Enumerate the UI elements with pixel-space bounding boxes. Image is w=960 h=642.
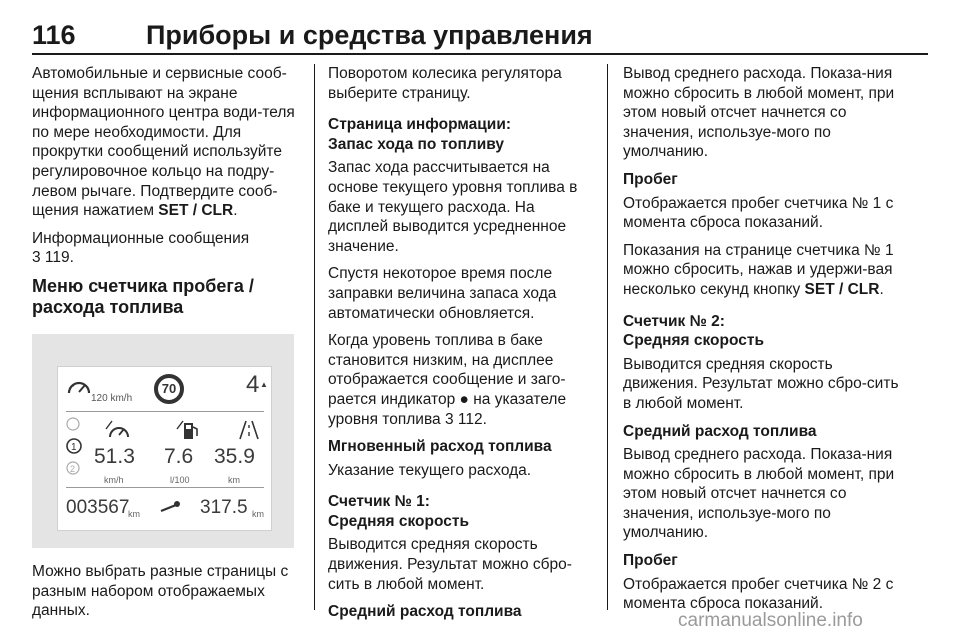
watermark: carmanualsonline.info: [678, 610, 863, 631]
subheading: Страница информации:: [328, 116, 512, 134]
avg-consumption-value: 7.6: [164, 444, 194, 468]
page-reference[interactable]: 3 119.: [32, 249, 74, 267]
column-divider-1: [314, 64, 315, 610]
page-number: 116: [32, 20, 76, 50]
paragraph: Когда уровень топлива в баке становится низким, на дисплее отображается сообщение и заго-рается индикатор ● на указателе уровня топлива 3 112.: [328, 332, 567, 428]
subheading: Счетчик № 1:: [328, 493, 430, 511]
speed-limiter-value: 120 km/h: [91, 392, 133, 404]
paragraph: Информационные сообщения 3 119.: [32, 229, 250, 267]
trip-unit: km: [252, 508, 264, 519]
range-value: 35.9: [214, 444, 255, 468]
cluster-screen: [57, 366, 272, 531]
wrench-icon: [158, 500, 182, 514]
column-2: [328, 64, 594, 622]
divider: [66, 411, 264, 412]
avg-speed-icon: [104, 419, 132, 441]
odometer-value: 003567: [66, 496, 130, 518]
gear-indicator: 4: [246, 370, 260, 398]
road-icon: [238, 419, 260, 441]
paragraph: Отображается пробег счетчика № 2 с момента сброса показаний.: [623, 575, 894, 613]
speed-sign: 70: [154, 374, 184, 404]
trip-1-active-icon: [66, 435, 82, 457]
paragraph: Автомобильные и сервисные сооб-щения всплывают на экране информационного центра води-теля по мере необходимости. Для прокрутки сообщений используйте регулировочное кольцо на подру-левом рычаге. Подтвердите сооб-щения нажатием SET / CLR.: [32, 65, 295, 220]
paragraph: Можно выбрать разные страницы с разным набором отображаемых данных.: [32, 562, 289, 620]
instrument-cluster-image: [32, 334, 294, 548]
column-1: [32, 64, 302, 629]
column-divider-2: [607, 64, 608, 610]
odometer-unit: km: [128, 508, 140, 519]
page-title: Приборы и средства управления: [146, 20, 593, 50]
avg-speed-unit: km/h: [104, 474, 124, 485]
page-header: [32, 20, 928, 56]
subheading: Пробег: [623, 552, 678, 570]
paragraph: Отображается пробег счетчика № 1 с момента сброса показаний.: [623, 194, 894, 232]
paragraph: Запас хода рассчитывается на основе текущего уровня топлива в баке и текущего расхода. На дисплей выводится усредненное значение.: [328, 159, 578, 255]
speedometer-icon: [66, 377, 92, 397]
paragraph: Выводится средняя скорость движения. Результат можно сбро-сить в любой момент.: [623, 355, 899, 412]
subheading: Средняя скорость: [623, 332, 764, 350]
header-rule: [32, 53, 928, 55]
svg-text:1: 1: [71, 441, 77, 453]
section-heading: Меню счетчика пробега / расхода топлива: [32, 275, 254, 317]
paragraph: Указание текущего расхода.: [328, 461, 532, 479]
paragraph: Поворотом колесика регулятора выберите страницу.: [328, 65, 562, 102]
paragraph: Выводится средняя скорость движения. Результат можно сбро-сить в любой момент.: [328, 536, 572, 593]
indicator-dot-icon: ●: [459, 390, 469, 408]
shift-up-icon: ▲: [260, 379, 268, 389]
subheading: Средний расход топлива: [623, 422, 817, 440]
subheading: Запас хода по топливу: [328, 135, 504, 153]
subheading: Мгновенный расход топлива: [328, 438, 552, 456]
trip-value: 317.5: [200, 496, 248, 518]
subheading: Счетчик № 2:: [623, 312, 725, 330]
set-clr-key: SET / CLR: [158, 202, 234, 220]
svg-text:2: 2: [70, 463, 76, 474]
subheading: Средняя скорость: [328, 512, 469, 530]
range-unit: km: [228, 474, 240, 485]
paragraph: Вывод среднего расхода. Показа-ния можно сбросить в любой момент, при этом новый отсчет начнется со значения, используе-мого по умолчанию.: [623, 65, 895, 161]
subheading: Пробег: [623, 170, 678, 188]
subheading: Средний расход топлива: [328, 603, 522, 621]
paragraph: Вывод среднего расхода. Показа-ния можно сбросить в любой момент, при этом новый отсчет начнется со значения, используе-мого по умолчанию.: [623, 446, 895, 542]
paragraph: Спустя некоторое время после заправки величина запаса хода автоматически обновляется.: [328, 265, 557, 322]
trip-2-icon: [66, 460, 80, 476]
set-clr-key: SET / CLR: [804, 280, 880, 298]
trip-1-icon: [66, 417, 80, 431]
fuel-pump-icon: [176, 419, 202, 441]
avg-speed-value: 51.3: [94, 444, 135, 468]
column-3: [623, 64, 901, 622]
paragraph: Показания на странице счетчика № 1 можно сбросить, нажав и удержи-вая несколько секунд кнопку SET / CLR.: [623, 241, 894, 298]
page-reference[interactable]: 3 112.: [444, 410, 487, 428]
divider: [66, 487, 264, 488]
avg-consumption-unit: l/100: [170, 474, 190, 485]
